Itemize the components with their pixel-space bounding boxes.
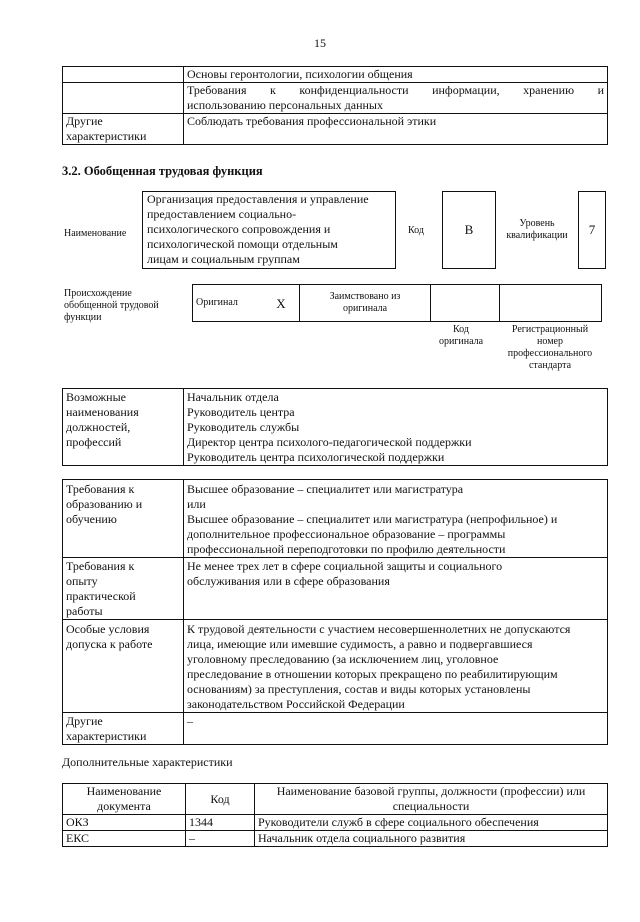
label-line: Происхождение: [64, 288, 132, 299]
code-cell: –: [186, 831, 255, 847]
top-continuation-table: [62, 66, 608, 145]
registration-number-cell: [500, 285, 602, 322]
special-line: законодательством Российской Федерации: [187, 697, 405, 711]
label-line: наименования: [66, 405, 139, 419]
qualification-level-box: 7: [578, 191, 606, 269]
row-gerontology: Основы геронтологии, психологии общения: [184, 67, 608, 83]
caption-line: Регистрационный: [511, 324, 589, 335]
position-item: Директор центра психолого-педагогической поддержки: [187, 435, 472, 449]
code-label: Код: [408, 225, 424, 236]
label-line: практической: [66, 589, 136, 603]
doc-cell: ОКЗ: [63, 815, 186, 831]
qualification-level-label: [500, 218, 574, 242]
function-name-line: психологического сопровождения и: [147, 222, 331, 236]
additional-table: [62, 783, 608, 847]
label-line: Уровень: [519, 218, 555, 229]
other-characteristics-label: [63, 114, 184, 145]
experience-requirements: [184, 558, 608, 620]
special-line: уголовному преследованию (за исключением лиц, уголовное: [187, 652, 499, 666]
function-name-line: психологической помощи отдельным: [147, 237, 338, 251]
position-item: Руководитель центра: [187, 405, 295, 419]
section-title: 3.2. Обобщенная трудовая функция: [62, 164, 263, 178]
experience-label: [63, 558, 184, 620]
function-name-line: лицам и социальным группам: [147, 252, 300, 266]
code-cell: 1344: [186, 815, 255, 831]
label-line: образованию и: [66, 497, 143, 511]
label-line: оригинала: [342, 303, 388, 314]
confidentiality-line-2: использованию персональных данных: [187, 98, 383, 112]
caption-line: Код: [453, 324, 469, 335]
special-line: основаниям) за преступления, состав и виды которых установлены: [187, 682, 531, 696]
confidentiality-line-1: Требования к конфиденциальности информации, хранению и: [187, 83, 604, 97]
positions-list: [184, 389, 608, 466]
caption-line: номер: [537, 336, 563, 347]
positions-label: [63, 389, 184, 466]
header-line: Наименование: [86, 784, 162, 798]
header-line: документа: [97, 799, 151, 813]
education-line: Высшее образование – специалитет или магистратура: [187, 482, 464, 496]
education-line: или: [187, 497, 206, 511]
header-code: Код: [186, 784, 255, 815]
label-line: характеристики: [66, 729, 147, 743]
label-line: должностей,: [66, 420, 131, 434]
header-group-name: [255, 784, 608, 815]
label-line: квалификации: [506, 230, 568, 241]
label-line: обучению: [66, 512, 117, 526]
position-item: Руководитель службы: [187, 420, 300, 434]
code-value-box: B: [442, 191, 496, 269]
special-conditions-label: [63, 620, 184, 713]
education-line: дополнительное профессиональное образование – программы: [187, 527, 506, 541]
education-label: [63, 480, 184, 558]
experience-line: обслуживания или в сфере образования: [187, 574, 390, 588]
code-original-caption: [430, 324, 492, 348]
label-line: Требования к: [66, 482, 135, 496]
header-document: [63, 784, 186, 815]
special-line: преследование в отношении которых прекращено по реабилитирующим: [187, 667, 558, 681]
function-name-box: [142, 191, 396, 269]
row-confidentiality: [184, 83, 608, 114]
header-line: специальности: [392, 799, 470, 813]
requirements-table: [62, 479, 608, 745]
borrowed-label: [300, 285, 431, 322]
positions-table: [62, 388, 608, 466]
education-requirements: [184, 480, 608, 558]
label-line: Требования к: [66, 559, 135, 573]
name-cell: Начальник отдела социального развития: [255, 831, 608, 847]
ethics-text: Соблюдать требования профессиональной этики: [184, 114, 608, 145]
caption-line: стандарта: [528, 360, 572, 371]
label-line: характеристики: [66, 129, 147, 143]
label-line: обобщенной трудовой: [64, 300, 159, 311]
experience-line: Не менее трех лет в сфере социальной защиты и социального: [187, 559, 503, 573]
additional-title: Дополнительные характеристики: [62, 755, 233, 769]
registration-number-caption: [496, 324, 604, 372]
origin-table: [192, 284, 602, 322]
label-line: опыту: [66, 574, 98, 588]
original-mark: X: [263, 285, 300, 322]
label-line: Другие: [66, 114, 103, 128]
position-item: Начальник отдела: [187, 390, 279, 404]
special-conditions-text: [184, 620, 608, 713]
label-line: Особые условия: [66, 622, 150, 636]
name-label: Наименование: [64, 228, 127, 239]
function-name-line: предоставлением социально-: [147, 207, 297, 221]
empty-label-cell: [63, 67, 184, 83]
empty-label-cell: [63, 83, 184, 114]
other-characteristics-value: –: [184, 713, 608, 745]
label-line: допуска к работе: [66, 637, 153, 651]
table-row: [63, 831, 608, 847]
original-label: Оригинал: [193, 285, 264, 322]
education-line: Высшее образование – специалитет или магистратура (непрофильное) и: [187, 512, 558, 526]
position-item: Руководитель центра психологической поддержки: [187, 450, 445, 464]
label-line: работы: [66, 604, 103, 618]
other-characteristics-label-2: [63, 713, 184, 745]
origin-label: [64, 288, 159, 324]
doc-cell: ЕКС: [63, 831, 186, 847]
label-line: Заимствовано из: [329, 291, 401, 302]
function-name-line: Организация предоставления и управление: [147, 192, 369, 206]
special-line: К трудовой деятельности с участием несовершеннолетних не допускаются: [187, 622, 571, 636]
header-line: Наименование базовой группы, должности (профессии) или: [276, 784, 586, 798]
table-row: [63, 815, 608, 831]
caption-line: оригинала: [438, 336, 484, 347]
label-line: Возможные: [66, 390, 126, 404]
original-code-cell: [431, 285, 500, 322]
label-line: функции: [64, 312, 102, 323]
special-line: лица, имеющие или имевшие судимость, а равно и подвергавшиеся: [187, 637, 533, 651]
label-line: Другие: [66, 714, 103, 728]
education-line: профессиональной переподготовки по профилю деятельности: [187, 542, 506, 556]
caption-line: профессионального: [507, 348, 593, 359]
name-cell: Руководители служб в сфере социального обеспечения: [255, 815, 608, 831]
page-number: 15: [314, 36, 326, 50]
label-line: профессий: [66, 435, 122, 449]
